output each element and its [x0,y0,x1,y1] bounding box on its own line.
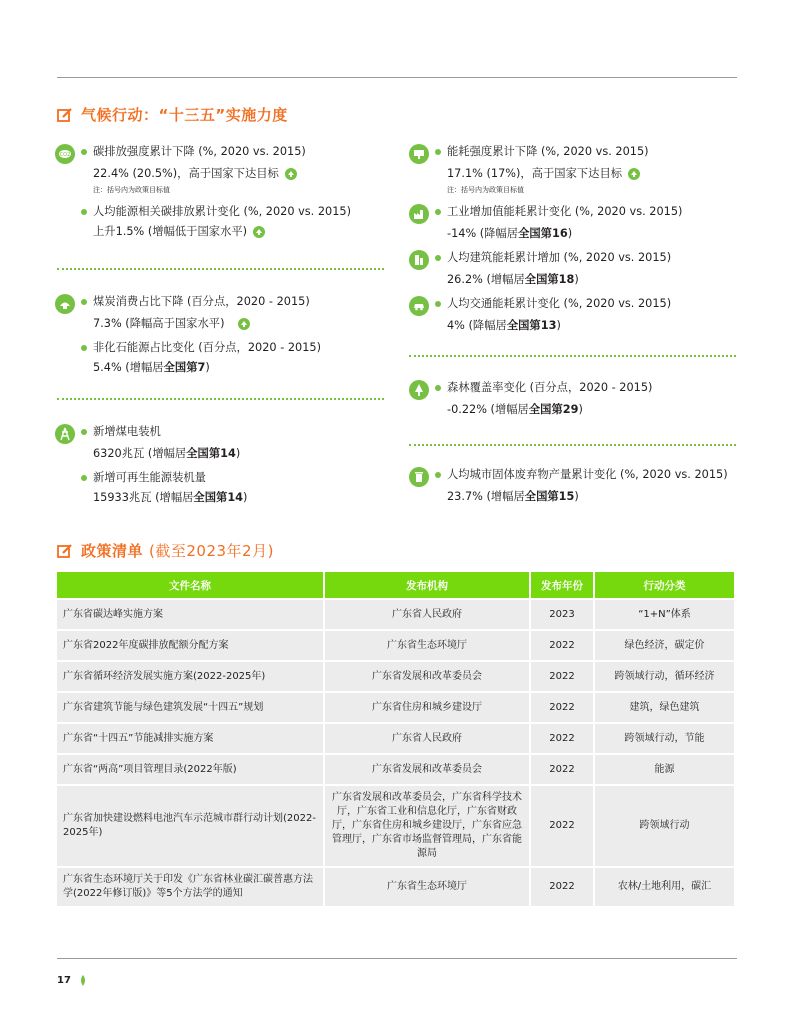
industry-rank: 全国第16 [518,227,568,240]
cell-doc-name: 广东省2022年度碳排放配额分配方案 [57,631,325,660]
table-row [57,693,734,722]
industry-energy-value [447,224,739,244]
right-group-3 [409,465,739,507]
table-header-row [57,572,734,598]
cell-doc-name: 广东省“两高”项目管理目录(2022年版) [57,755,325,784]
waste-rank: 全国第15 [524,490,575,503]
table-row [57,786,734,866]
bullet [435,149,441,155]
divider-right-1 [409,355,736,357]
cell-issuer: 广东省生态环境厅 [325,631,531,660]
table-row [57,724,734,753]
arrow-up-icon [285,168,297,180]
policy-section-title [57,540,274,561]
energy-intensity-note: 注：括号内为政策目标值 [447,186,524,194]
left-group-1 [55,142,395,242]
industry-post: ) [567,227,573,240]
left-group-3 [55,422,395,508]
carbon-intensity-value [93,164,395,184]
cell-issuer: 广东省发展和改革委员会，广东省科学技术厅，广东省工业和信息化厅，广东省财政厅，广东省住房和城乡建设厅，广东省应急管理厅，广东省市场监督管理局，广东省能源局 [325,786,531,866]
bullet [81,475,87,481]
waste-post: ) [574,490,579,503]
bullet [81,209,87,215]
cell-doc-name: 广东省生态环境厅关于印发《广东省林业碳汇碳普惠方法学(2022年修订版)》等5个方法学的通知 [57,868,325,906]
bullet [81,299,87,305]
transport-energy-title: 人均交通能耗累计变化 (%, 2020 vs. 2015) [447,297,672,310]
cell-category: 建筑，绿色建筑 [595,693,734,722]
new-renewable-post: ) [243,491,248,504]
cell-year: 2022 [531,868,595,906]
divider-right-2 [409,444,736,446]
carbon-intensity-title: 碳排放强度累计下降 (%, 2020 vs. 2015) [93,145,306,158]
cell-doc-name: 广东省“十四五”节能减排实施方案 [57,724,325,753]
cell-year: 2022 [531,662,595,691]
right-group-2 [409,378,739,420]
nonfossil-rank: 全国第7 [163,361,206,374]
right-group-1 [409,142,739,336]
arrow-up-icon [238,318,250,330]
page-footer [57,975,87,986]
cell-year: 2022 [531,786,595,866]
page-number: 17 [57,975,71,986]
left-group-2 [55,292,395,378]
cell-category: 农林/土地利用，碳汇 [595,868,734,906]
building-post: ) [574,273,579,286]
coal-share-title: 煤炭消费占比下降 (百分点，2020 - 2015) [93,295,310,308]
cell-year: 2023 [531,600,595,629]
header-year: 发布年份 [531,572,595,598]
transport-pre: 4% (降幅居 [447,319,507,332]
cell-category: 绿色经济，碳定价 [595,631,734,660]
bullet [81,345,87,351]
building-energy-title: 人均建筑能耗累计增加 (%, 2020 vs. 2015) [447,251,672,264]
nonfossil-pre: 5.4% (增幅居 [93,361,164,374]
policy-table [57,570,734,908]
cell-issuer: 广东省发展和改革委员会 [325,662,531,691]
bin-icon [409,467,429,487]
climate-section-title [57,104,288,125]
table-row [57,868,734,906]
energy-intensity-text: 17.1% (17%)，高于国家下达目标 [447,167,623,180]
waste-pre: 23.7% (增幅居 [447,490,525,503]
bullet [435,472,441,478]
building-icon [409,250,429,270]
per-capita-emission-text: 上升1.5% (增幅低于国家水平) [93,225,248,238]
building-pre: 26.2% (增幅居 [447,273,525,286]
industry-pre: -14% (降幅居 [447,227,519,240]
leaf-icon [79,975,87,986]
per-capita-emission-value [93,222,395,242]
cell-doc-name: 广东省循环经济发展实施方案(2022-2025年) [57,662,325,691]
cell-category: 能源 [595,755,734,784]
cell-issuer: 广东省生态环境厅 [325,868,531,906]
forest-rank: 全国第29 [528,403,579,416]
bullet [81,149,87,155]
power-tower-icon [55,424,75,444]
new-coal-pre: 6320兆瓦 (增幅居 [93,447,187,460]
coal-share-value [93,314,395,334]
cell-year: 2022 [531,693,595,722]
transport-energy-value [447,316,739,336]
factory-icon [409,204,429,224]
cell-year: 2022 [531,631,595,660]
per-capita-emission-title: 人均能源相关碳排放累计变化 (%, 2020 vs. 2015) [93,205,352,218]
bullet [435,301,441,307]
new-coal-rank: 全国第14 [186,447,236,460]
co2-icon [55,144,75,164]
waste-value [447,487,739,507]
edit-icon [57,543,73,559]
table-row [57,662,734,691]
screen-icon [409,144,429,164]
forest-cover-title: 森林覆盖率变化 (百分点，2020 - 2015) [447,381,653,394]
coal-share-text: 7.3% (降幅高于国家水平) [93,317,225,330]
cell-doc-name: 广东省加快建设燃料电池汽车示范城市群行动计划(2022-2025年) [57,786,325,866]
cell-doc-name: 广东省建筑节能与绿色建筑发展“十四五”规划 [57,693,325,722]
header-doc-name: 文件名称 [57,572,325,598]
cell-category: 跨领域行动 [595,786,734,866]
transport-post: ) [556,319,561,332]
cell-category: 跨领域行动，节能 [595,724,734,753]
cell-year: 2022 [531,724,595,753]
new-coal-title: 新增煤电装机 [93,425,161,438]
building-energy-value [447,270,739,290]
header-issuer: 发布机构 [325,572,531,598]
cell-issuer: 广东省发展和改革委员会 [325,755,531,784]
cell-year: 2022 [531,755,595,784]
cell-issuer: 广东省人民政府 [325,600,531,629]
carbon-intensity-note: 注：括号内为政策目标值 [93,186,170,194]
arrow-up-icon [628,168,640,180]
new-coal-value [93,444,395,464]
nonfossil-post: ) [205,361,210,374]
car-icon [409,296,429,316]
policy-title-text: 政策清单 [81,542,144,560]
tree-icon [409,380,429,400]
coal-icon [55,294,75,314]
cell-doc-name: 广东省碳达峰实施方案 [57,600,325,629]
transport-rank: 全国第13 [506,319,557,332]
divider-left-2 [57,398,384,400]
svg-text:CO2: CO2 [59,152,71,158]
arrow-up-icon [253,226,265,238]
table-row [57,631,734,660]
industry-energy-title: 工业增加值能耗累计变化 (%, 2020 vs. 2015) [447,205,683,218]
bullet [435,209,441,215]
energy-intensity-value [447,164,739,184]
forest-cover-value [447,400,739,420]
new-renewable-value [93,488,395,508]
cell-issuer: 广东省人民政府 [325,724,531,753]
new-renewable-pre: 15933兆瓦 (增幅居 [93,491,194,504]
forest-pre: -0.22% (增幅居 [447,403,529,416]
cell-category: 跨领域行动，循环经济 [595,662,734,691]
building-rank: 全国第18 [524,273,575,286]
energy-intensity-title: 能耗强度累计下降 (%, 2020 vs. 2015) [447,145,649,158]
carbon-intensity-text: 22.4% (20.5%)，高于国家下达目标 [93,167,279,180]
bullet [435,255,441,261]
policy-subtitle: (截至2023年2月) [149,542,274,560]
divider-left-1 [57,268,384,270]
top-rule [57,77,737,78]
new-renewable-title: 新增可再生能源装机量 [93,471,206,484]
table-row [57,600,734,629]
cell-category: “1+N”体系 [595,600,734,629]
new-coal-post: ) [235,447,241,460]
cell-issuer: 广东省住房和城乡建设厅 [325,693,531,722]
new-renewable-rank: 全国第14 [193,491,244,504]
table-row [57,755,734,784]
bottom-rule [57,958,737,959]
waste-title: 人均城市固体废弃物产量累计变化 (%, 2020 vs. 2015) [447,468,728,481]
nonfossil-share-value [93,358,395,378]
edit-icon [57,107,73,123]
climate-title-text: 气候行动：“十三五”实施力度 [81,106,288,124]
bullet [435,385,441,391]
bullet [81,429,87,435]
forest-post: ) [578,403,583,416]
nonfossil-share-title: 非化石能源占比变化 (百分点，2020 - 2015) [93,341,322,354]
header-category: 行动分类 [595,572,734,598]
